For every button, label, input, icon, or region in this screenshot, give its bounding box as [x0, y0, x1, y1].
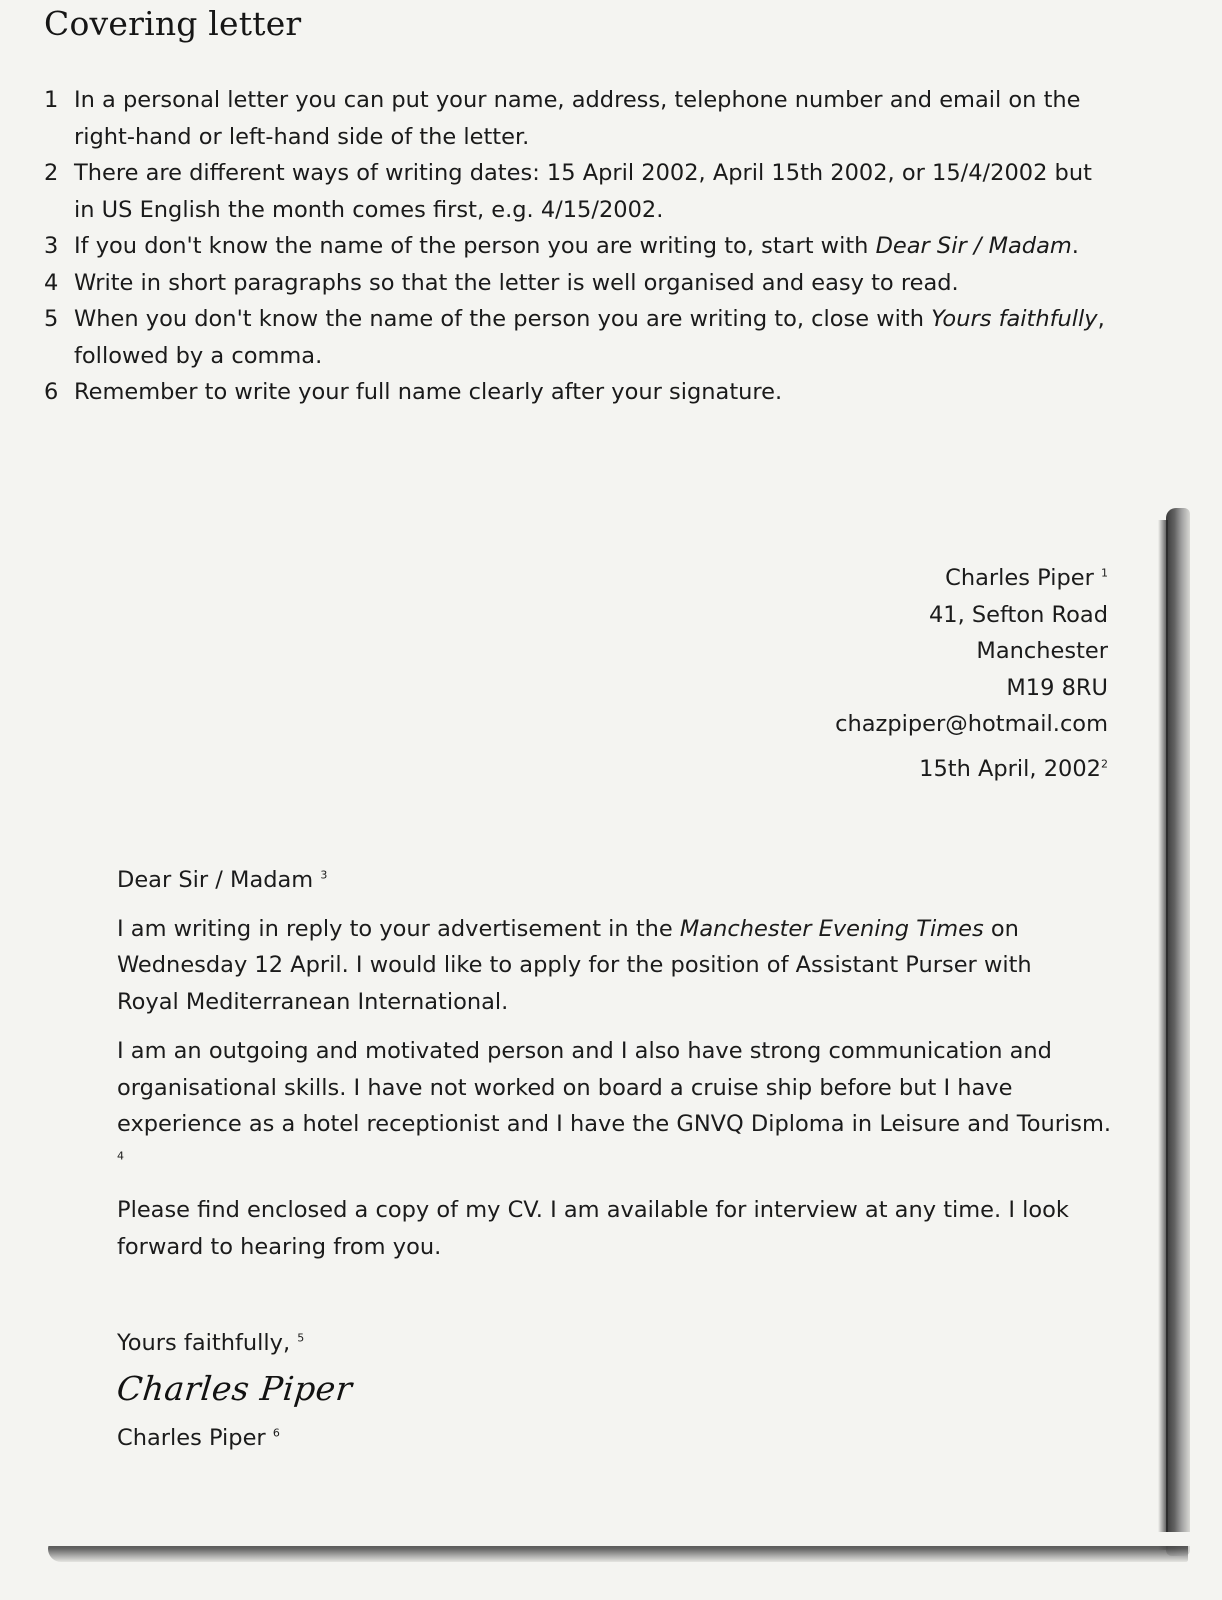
tip-number: 3 [44, 233, 59, 259]
salutation: Dear Sir / Madam $^3$ [117, 867, 328, 893]
letter-paragraph: I am writing in reply to your advertisement in the Manchester Evening Times on Wednesday 12 April. I would like to apply for the position of Assistant Purser with Royal Mediterranean International. [117, 915, 1032, 1015]
letter-shadow-right [1166, 508, 1190, 1556]
tip-italic-text: Dear Sir / Madam [875, 233, 1072, 259]
newspaper-title: Manchester Evening Times [679, 915, 984, 942]
tip-item [44, 228, 1144, 265]
tip-number: 6 [44, 379, 59, 405]
letter-date: 15th April, 2002$^2$ [919, 755, 1108, 782]
tip-text-line: in US English the month comes first, e.g. 4/15/2002. [74, 196, 664, 223]
address-line: 41, Sefton Road [928, 601, 1108, 628]
footnote-marker: 4 [117, 1149, 124, 1162]
signature: Charles Piper [115, 1368, 355, 1408]
tip-text-line: right-hand or left-hand side of the letter. [74, 123, 530, 150]
tip-text-line: Remember to write your full name clearly after your signature. [74, 379, 783, 405]
footnote-marker: 3 [320, 868, 328, 882]
tip-text: . [1071, 233, 1079, 259]
footnote-marker: 6 [272, 1426, 280, 1439]
tip-text: If you don't know the name of the person you are writing to, start with [74, 233, 876, 259]
tip-item [44, 301, 1144, 374]
letter-paragraph: Please find enclosed a copy of my CV. I am available for interview at any time. I look forward to hearing from you. [117, 1197, 1069, 1260]
tips-list [44, 82, 1144, 411]
letter-torn-edge [40, 1532, 1190, 1546]
tip-item [44, 374, 1144, 411]
tip-item [44, 82, 1144, 155]
tip-text-line: There are different ways of writing dates: 15 April 2002, April 15th 2002, or 15/4/2002 but [74, 160, 1092, 186]
sender-name: Charles Piper $^1$ [945, 565, 1108, 591]
tip-item [44, 265, 1144, 302]
letter-paragraph: I am an outgoing and motivated person and I also have strong communication and organisational skills. I have not worked on board a cruise ship before but I have experience as a hotel receptionist and I have the GNVQ Diploma in Leisure and Tourism. $^4$ [117, 1038, 1112, 1162]
tip-number: 1 [44, 87, 59, 113]
sender-address-block [835, 560, 1108, 787]
letter-shadow-edge [1158, 520, 1168, 1550]
sender-email: chazpiper@hotmail.com [835, 711, 1108, 737]
tip-italic-text: Yours faithfully [931, 306, 1098, 332]
footnote-marker: 1 [1101, 566, 1108, 580]
tip-item [44, 155, 1144, 228]
address-city: Manchester [976, 638, 1108, 664]
page-title: Covering letter [44, 4, 302, 43]
tip-number: 2 [44, 160, 59, 186]
tip-text-line: In a personal letter you can put your name, address, telephone number and email on the [74, 87, 1081, 113]
tip-text: When you don't know the name of the person you are writing to, close with [74, 306, 932, 332]
address-postcode: M19 8RU [1006, 674, 1108, 701]
tip-number: 4 [44, 269, 59, 296]
printed-name: Charles Piper $^6$ [117, 1424, 280, 1451]
footnote-marker: 5 [297, 1331, 305, 1345]
tip-text: , [1097, 306, 1105, 332]
tip-number: 5 [44, 306, 59, 332]
tip-text-line: Write in short paragraphs so that the letter is well organised and easy to read. [74, 269, 959, 296]
letter-body [117, 862, 1117, 1456]
closing: Yours faithfully, $^5$ [117, 1330, 305, 1356]
footnote-marker: 2 [1101, 757, 1108, 770]
tip-text-line: followed by a comma. [74, 342, 323, 369]
